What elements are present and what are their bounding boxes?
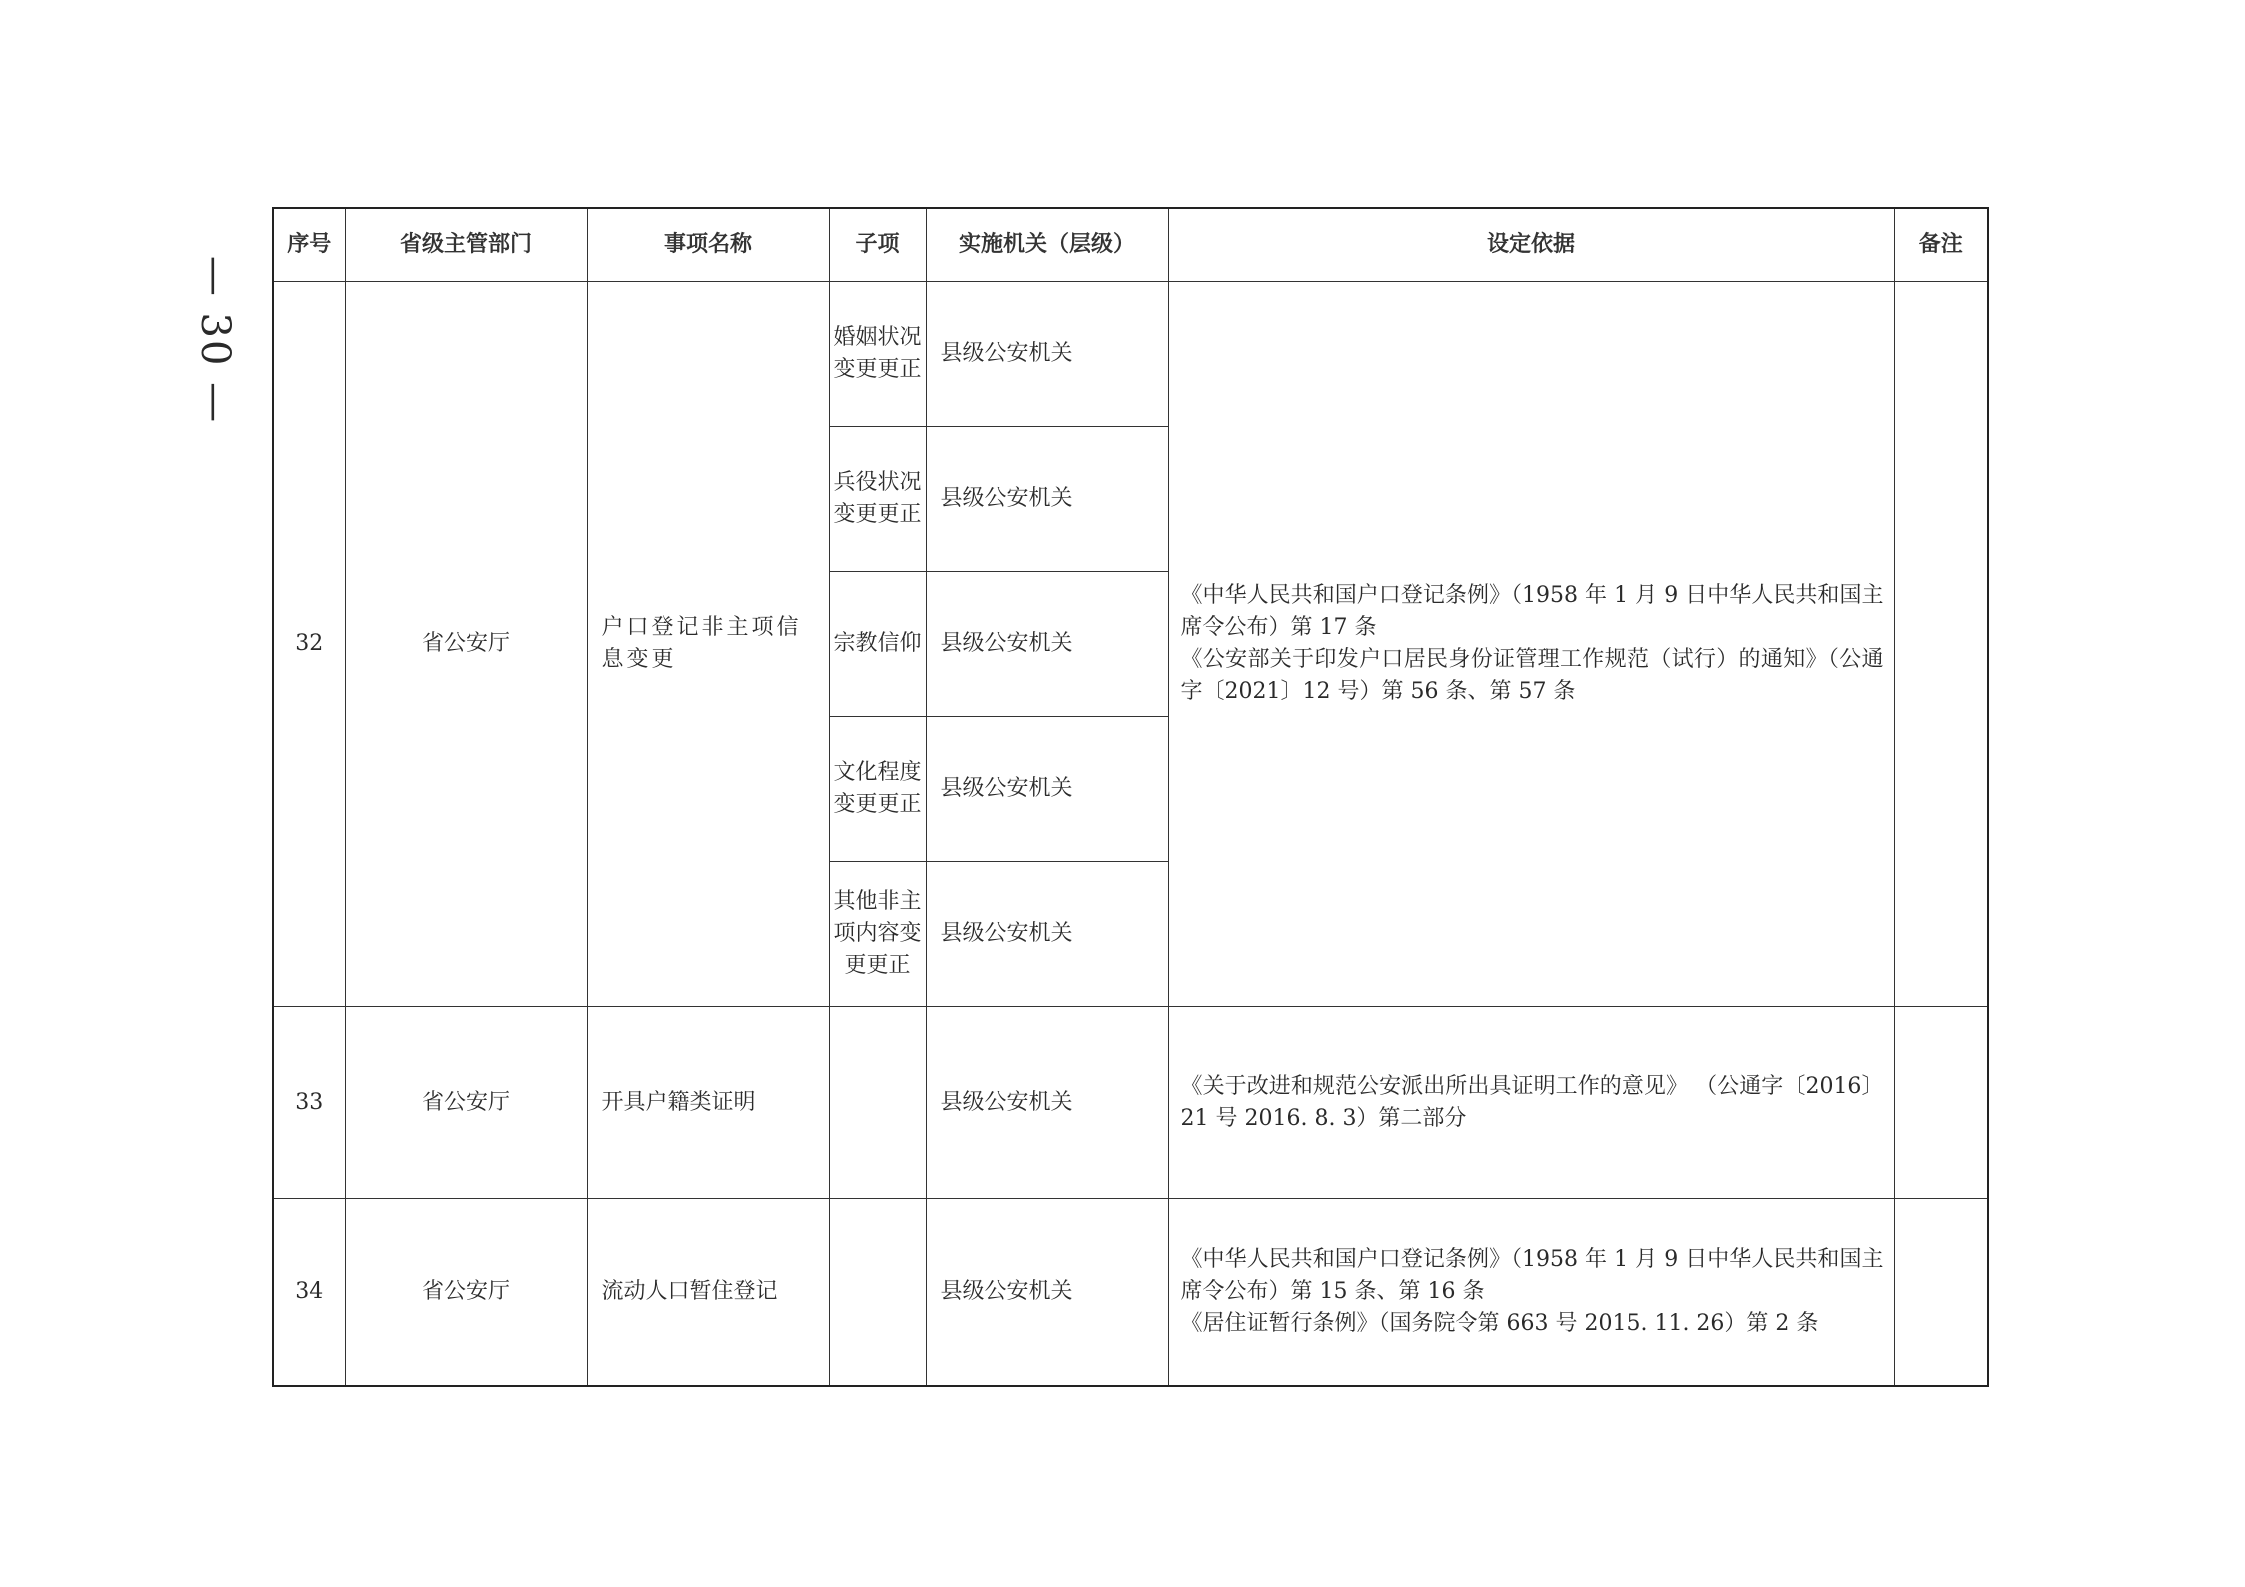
subitem-name: 宗教信仰	[829, 572, 926, 717]
subitem-name: 文化程度变更更正	[829, 717, 926, 862]
subitem-agency: 县级公安机关	[926, 862, 1168, 1007]
page-number: — 30 —	[192, 255, 238, 425]
subitem-name	[829, 1007, 926, 1199]
subitem-name: 其他非主项内容变更更正	[829, 862, 926, 1007]
row-item: 户口登记非主项信息变更	[587, 282, 829, 1007]
subitem-agency: 县级公安机关	[926, 572, 1168, 717]
header-basis: 设定依据	[1168, 208, 1894, 282]
basis-line: 《居住证暂行条例》（国务院令第 663 号 2015. 11. 26）第 2 条	[1180, 1311, 1819, 1336]
header-subitem: 子项	[829, 208, 926, 282]
basis-line: 《中华人民共和国户口登记条例》（1958 年 1 月 9 日中华人民共和国主席令公布）第 17 条	[1180, 583, 1884, 640]
row-no: 32	[273, 282, 345, 1007]
basis-line: 《公安部关于印发户口居民身份证管理工作规范（试行）的通知》（公通字〔2021〕12 号）第 56 条、第 57 条	[1180, 647, 1884, 704]
item-table	[272, 207, 1989, 1387]
header-agency: 实施机关（层级）	[926, 208, 1168, 282]
row-basis	[1168, 1199, 1894, 1387]
row-item: 开具户籍类证明	[587, 1007, 829, 1199]
row-basis	[1168, 1007, 1894, 1199]
subitem-name	[829, 1199, 926, 1387]
row-item: 流动人口暂住登记	[587, 1199, 829, 1387]
subitem-name: 兵役状况变更更正	[829, 427, 926, 572]
table-row	[273, 1199, 1988, 1387]
row-dept: 省公安厅	[345, 282, 587, 1007]
basis-line: 《中华人民共和国户口登记条例》（1958 年 1 月 9 日中华人民共和国主席令公布）第 15 条、第 16 条	[1180, 1247, 1884, 1304]
header-item: 事项名称	[587, 208, 829, 282]
row-note	[1894, 1199, 1988, 1387]
table-row	[273, 1007, 1988, 1199]
subitem-agency: 县级公安机关	[926, 427, 1168, 572]
header-dept: 省级主管部门	[345, 208, 587, 282]
row-note	[1894, 282, 1988, 1007]
row-basis	[1168, 282, 1894, 1007]
table-header-row	[273, 208, 1988, 282]
subitem-agency: 县级公安机关	[926, 282, 1168, 427]
row-dept: 省公安厅	[345, 1199, 587, 1387]
row-no: 33	[273, 1007, 345, 1199]
row-no: 34	[273, 1199, 345, 1387]
row-agency: 县级公安机关	[926, 1007, 1168, 1199]
basis-line: 《关于改进和规范公安派出所出具证明工作的意见》 （公通字〔2016〕21 号 2016. 8. 3）第二部分	[1180, 1073, 1884, 1131]
row-note	[1894, 1007, 1988, 1199]
header-note: 备注	[1894, 208, 1988, 282]
subitem-agency: 县级公安机关	[926, 717, 1168, 862]
header-no: 序号	[273, 208, 345, 282]
row-agency: 县级公安机关	[926, 1199, 1168, 1387]
table-row	[273, 282, 1988, 427]
subitem-name: 婚姻状况变更更正	[829, 282, 926, 427]
row-dept: 省公安厅	[345, 1007, 587, 1199]
